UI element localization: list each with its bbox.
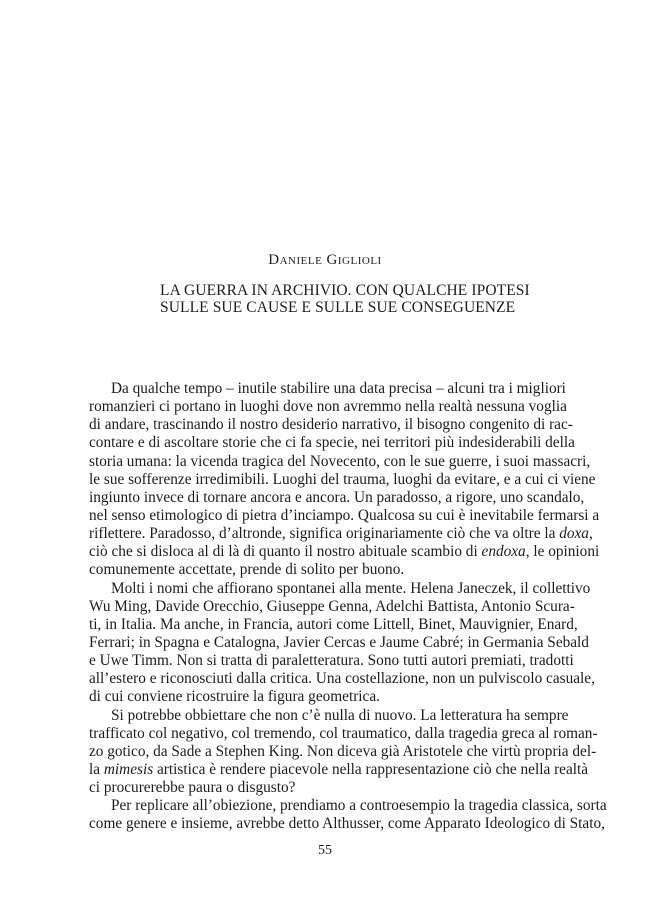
italic-term: endoxa [481, 543, 526, 561]
body-line: le sue sofferenze irredimibili. Luoghi del trauma, luoghi da evitare, e a cui ci viene [89, 470, 596, 488]
body-line: Si potrebbe obbiettare che non c’è nulla di nuovo. La letteratura ha sempre [111, 706, 569, 724]
body-line: Molti i nomi che affiorano spontanei alla mente. Helena Janeczek, il collettivo [111, 579, 591, 597]
body-text [89, 380, 607, 834]
title-line-1: LA GUERRA IN ARCHIVIO. CON QUALCHE IPOTESI [160, 282, 530, 299]
body-line: la mimesis artistica è rendere piacevole nella rappresentazione ciò che nella realtà [89, 760, 589, 778]
page-number: 55 [318, 843, 332, 858]
body-line: e Uwe Timm. Non si tratta di paraletteratura. Sono tutti autori premiati, tradotti [89, 652, 574, 670]
italic-term: mimesis [103, 760, 154, 778]
body-line: ciò che si disloca al di là di quanto il nostro abituale scambio di endoxa, le opinioni [89, 543, 600, 561]
body-line: Per replicare all’obiezione, prendiamo a controesempio la tragedia classica, sorta [111, 797, 607, 815]
body-line: di andare, trascinando il nostro desiderio narrativo, il bisogno congenito di rac- [89, 416, 573, 434]
body-line: ingiunto invece di tornare ancora e ancora. Un paradosso, a rigore, uno scandalo, [89, 488, 585, 506]
body-line: storia umana: la vicenda tragica del Novecento, con le sue guerre, i suoi massacri, [89, 452, 591, 470]
article-title [160, 282, 530, 316]
body-line: riflettere. Paradosso, d’altronde, significa originariamente ciò che va oltre la doxa, [89, 525, 593, 543]
author-name: Daniele Giglioli [268, 252, 382, 268]
body-line: come genere e insieme, avrebbe detto Althusser, come Apparato Ideologico di Stato, [89, 815, 605, 833]
body-line: Ferrari; in Spagna e Catalogna, Javier Cercas e Jaume Cabré; in Germania Sebald [89, 633, 589, 651]
body-line: di cui conviene ricostruire la figura geometrica. [89, 688, 380, 706]
body-line: trafficato col negativo, col tremendo, col traumatico, dalla tragedia greca al roman- [89, 724, 598, 742]
body-line: nel senso etimologico di pietra d’inciampo. Qualcosa su cui è inevitabile fermarsi a [89, 506, 600, 524]
italic-term: doxa [559, 525, 589, 543]
body-line: Wu Ming, Davide Orecchio, Giuseppe Genna, Adelchi Battista, Antonio Scura- [89, 597, 575, 615]
body-line: comunemente accettate, prende di solito per buono. [89, 561, 405, 579]
title-line-2: SULLE SUE CAUSE E SULLE SUE CONSEGUENZE [160, 299, 516, 316]
body-line: contare e di ascoltare storie che ci fa specie, nei territori più indesiderabili della [89, 434, 575, 452]
body-line: ti, in Italia. Ma anche, in Francia, autori come Littell, Binet, Mauvignier, Enard, [89, 615, 578, 633]
body-line: zo gotico, da Sade a Stephen King. Non diceva già Aristotele che virtù propria del- [89, 742, 597, 760]
body-line: ci procurerebbe paura o disgusto? [89, 779, 296, 797]
body-line: Da qualche tempo – inutile stabilire una data precisa – alcuni tra i migliori [111, 380, 566, 397]
body-line: all’estero e riconosciuti dalla critica. Una costellazione, non un pulviscolo casuale, [89, 670, 595, 688]
body-line: romanzieri ci portano in luoghi dove non avremmo nella realtà nessuna voglia [89, 398, 567, 416]
